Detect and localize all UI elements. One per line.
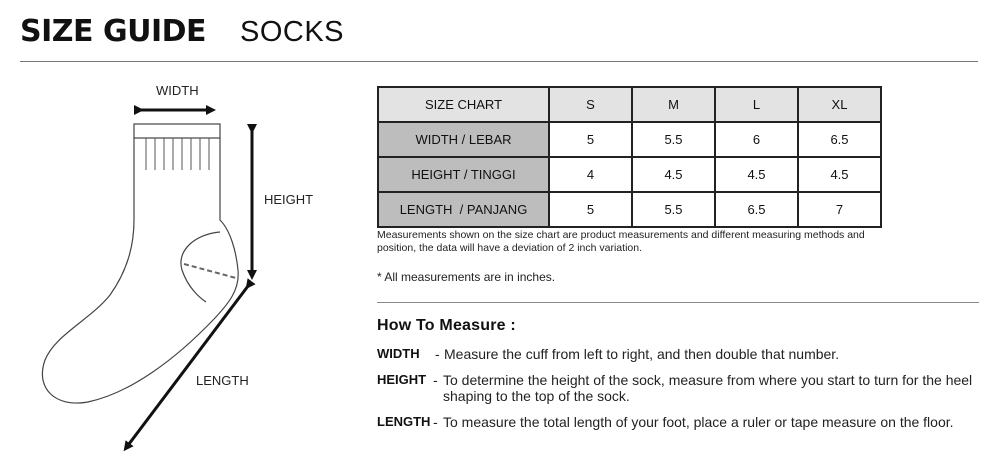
table-cell: 5: [549, 192, 632, 227]
title-size-guide: SIZE GUIDE: [20, 14, 207, 49]
title-divider: [20, 61, 978, 62]
table-cell: 4.5: [798, 157, 881, 192]
height-label: HEIGHT: [264, 192, 314, 207]
length-label: LENGTH: [196, 373, 249, 388]
heel-dashed-line: [184, 264, 236, 278]
table-cell: 6.5: [715, 192, 798, 227]
table-cell: 5: [549, 122, 632, 157]
row-label: HEIGHT / TINGGI: [378, 157, 549, 192]
measurement-note: Measurements shown on the size chart are product measurements and different measuring methods and position, the data will have a deviation of 2 inch variation.: [377, 229, 865, 254]
measure-dash: -: [433, 372, 438, 388]
table-header-cell: XL: [798, 87, 881, 122]
sock-heel: [181, 232, 220, 302]
sock-illustration: [0, 70, 300, 470]
units-note: * All measurements are in inches.: [377, 270, 556, 284]
size-chart-table: [377, 86, 882, 228]
measure-text: Measure the cuff from left to right, and then double that number.: [444, 346, 840, 362]
measure-key: LENGTH: [377, 414, 431, 429]
table-cell: 5.5: [632, 122, 715, 157]
row-label: LENGTH / PANJANG: [378, 192, 549, 227]
table-header-cell: S: [549, 87, 632, 122]
table-cell: 7: [798, 192, 881, 227]
measure-key: WIDTH: [377, 346, 420, 361]
table-header-cell: SIZE CHART: [378, 87, 549, 122]
table-cell: 6.5: [798, 122, 881, 157]
measure-dash: -: [433, 414, 438, 430]
table-cell: 4.5: [715, 157, 798, 192]
table-cell: 4.5: [632, 157, 715, 192]
table-row: [378, 192, 881, 227]
table-cell: 4: [549, 157, 632, 192]
sock-cuff: [134, 124, 220, 138]
width-label: WIDTH: [156, 83, 199, 98]
table-row: [378, 157, 881, 192]
table-cell: 5.5: [632, 192, 715, 227]
measure-text: To determine the height of the sock, measure from where you start to turn for the heel shaping to the top of the sock.: [443, 372, 973, 404]
sock-diagram: [0, 70, 314, 470]
row-label: WIDTH / LEBAR: [378, 122, 549, 157]
table-cell: 6: [715, 122, 798, 157]
table-row: [378, 122, 881, 157]
section-divider: [377, 302, 979, 303]
table-header-cell: L: [715, 87, 798, 122]
title-product-type: SOCKS: [240, 16, 345, 48]
measure-dash: -: [435, 346, 440, 362]
sock-ribbing: [146, 138, 209, 170]
length-arrow: [126, 286, 248, 448]
measure-key: HEIGHT: [377, 372, 427, 387]
table-header-row: [378, 87, 881, 122]
table-header-cell: M: [632, 87, 715, 122]
how-to-measure-title: How To Measure :: [377, 317, 516, 334]
measure-text: To measure the total length of your foot, place a ruler or tape measure on the floor.: [443, 414, 954, 430]
